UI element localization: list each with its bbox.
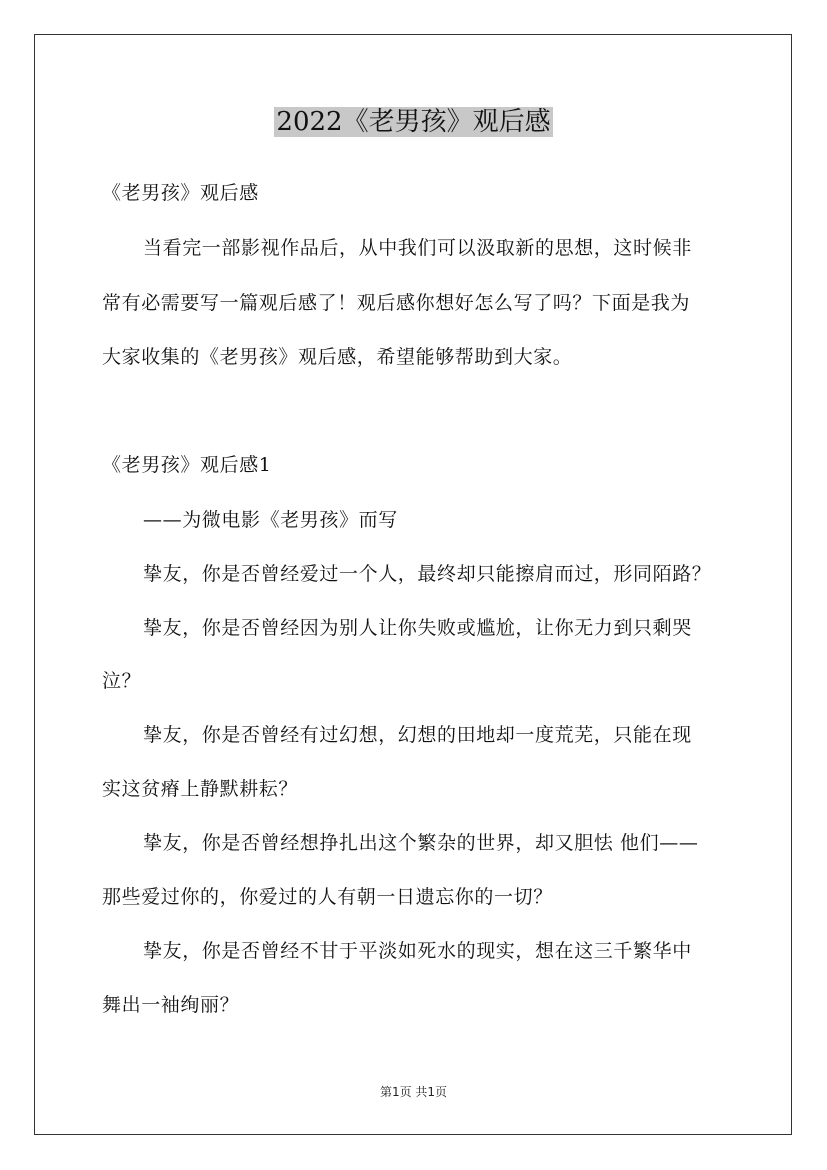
section-heading: 《老男孩》观后感1 (102, 454, 272, 476)
subtitle: 《老男孩》观后感 (102, 182, 259, 204)
document-title: 2022《老男孩》观后感 (276, 107, 551, 137)
dedication-line: ——为微电影《老男孩》而写 (143, 509, 398, 531)
paragraph-line: 挚友，你是否曾经有过幻想，幻想的田地却一度荒芜，只能在现 (143, 724, 692, 746)
paragraph-line: 舞出一袖绚丽？ (102, 994, 240, 1016)
paragraph-line: 那些爱过你的，你爱过的人有朝一日遗忘你的一切？ (102, 886, 553, 908)
intro-line-2: 常有必需要写一篇观后感了！观后感你想好怎么写了吗？下面是我为 (102, 292, 691, 314)
page-footer: 第1页 共1页 (379, 1085, 448, 1099)
intro-line-1: 当看完一部影视作品后，从中我们可以汲取新的思想，这时候非 (143, 237, 692, 259)
paragraph-line: 挚友，你是否曾经不甘于平淡如死水的现实，想在这三千繁华中 (143, 940, 692, 962)
paragraph-line: 实这贫瘠上静默耕耘？ (102, 778, 299, 800)
paragraph-line: 挚友，你是否曾经想挣扎出这个繁杂的世界，却又胆怯 他们—— (143, 832, 699, 854)
intro-line-3: 大家收集的《老男孩》观后感，希望能够帮助到大家。 (102, 346, 573, 368)
paragraph-line: 挚友，你是否曾经爱过一个人，最终却只能擦肩而过，形同陌路？ (143, 563, 712, 585)
paragraph-line: 挚友，你是否曾经因为别人让你失败或尴尬，让你无力到只剩哭 (143, 617, 692, 639)
paragraph-line: 泣？ (102, 670, 142, 692)
